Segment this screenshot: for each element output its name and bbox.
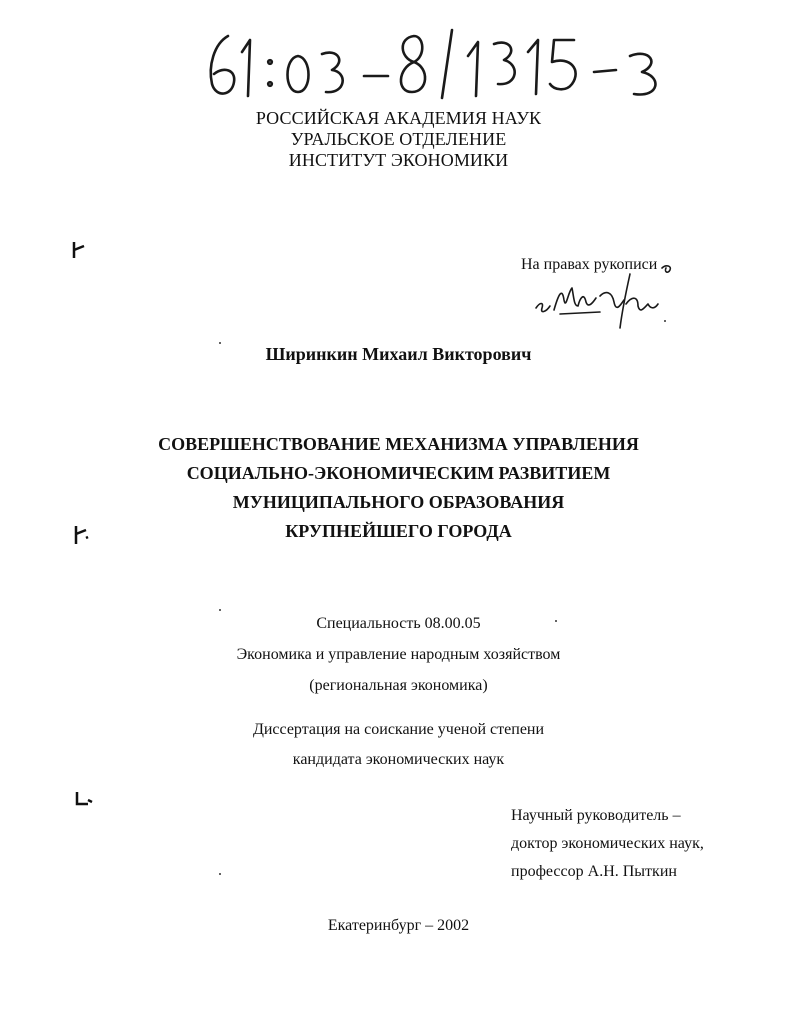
institution-line: ИНСТИТУТ ЭКОНОМИКИ (288, 150, 509, 170)
scan-speck (219, 873, 221, 875)
degree-line: Диссертация на соискание ученой степени (252, 721, 545, 738)
supervisor-line: Научный руководитель – (511, 807, 681, 824)
specialty-line: (региональная экономика) (309, 677, 488, 694)
margin-arrow-icon (72, 790, 94, 808)
dissertation-title (0, 430, 797, 546)
title-line: КРУПНЕЙШЕГО ГОРОДА (285, 521, 512, 541)
institution-line: УРАЛЬСКОЕ ОТДЕЛЕНИЕ (290, 129, 507, 149)
signature-image (530, 262, 675, 330)
title-line: МУНИЦИПАЛЬНОГО ОБРАЗОВАНИЯ (232, 492, 565, 512)
title-line: СОВЕРШЕНСТВОВАНИЕ МЕХАНИЗМА УПРАВЛЕНИЯ (158, 434, 639, 454)
specialty-line: Экономика и управление народным хозяйством (236, 646, 561, 663)
author-name: Ширинкин Михаил Викторович (265, 344, 532, 364)
specialty-block (0, 608, 797, 701)
supervisor-line: профессор А.Н. Пыткин (511, 863, 677, 880)
institution-line: РОССИЙСКАЯ АКАДЕМИЯ НАУК (255, 108, 542, 128)
margin-arrow-icon (70, 240, 88, 260)
title-line: СОЦИАЛЬНО-ЭКОНОМИЧЕСКИМ РАЗВИТИЕМ (186, 463, 611, 483)
degree-block (0, 715, 797, 775)
handwritten-catalog-code (198, 22, 688, 102)
supervisor-line: доктор экономических наук, (511, 835, 704, 852)
manuscript-rights-note: На правах рукописи (521, 256, 658, 273)
specialty-line: Специальность 08.00.05 (316, 615, 481, 632)
supervisor-block (511, 802, 704, 886)
city-year: Екатеринбург – 2002 (327, 917, 470, 934)
degree-line: кандидата экономических наук (292, 751, 505, 768)
institution-header (0, 108, 797, 171)
